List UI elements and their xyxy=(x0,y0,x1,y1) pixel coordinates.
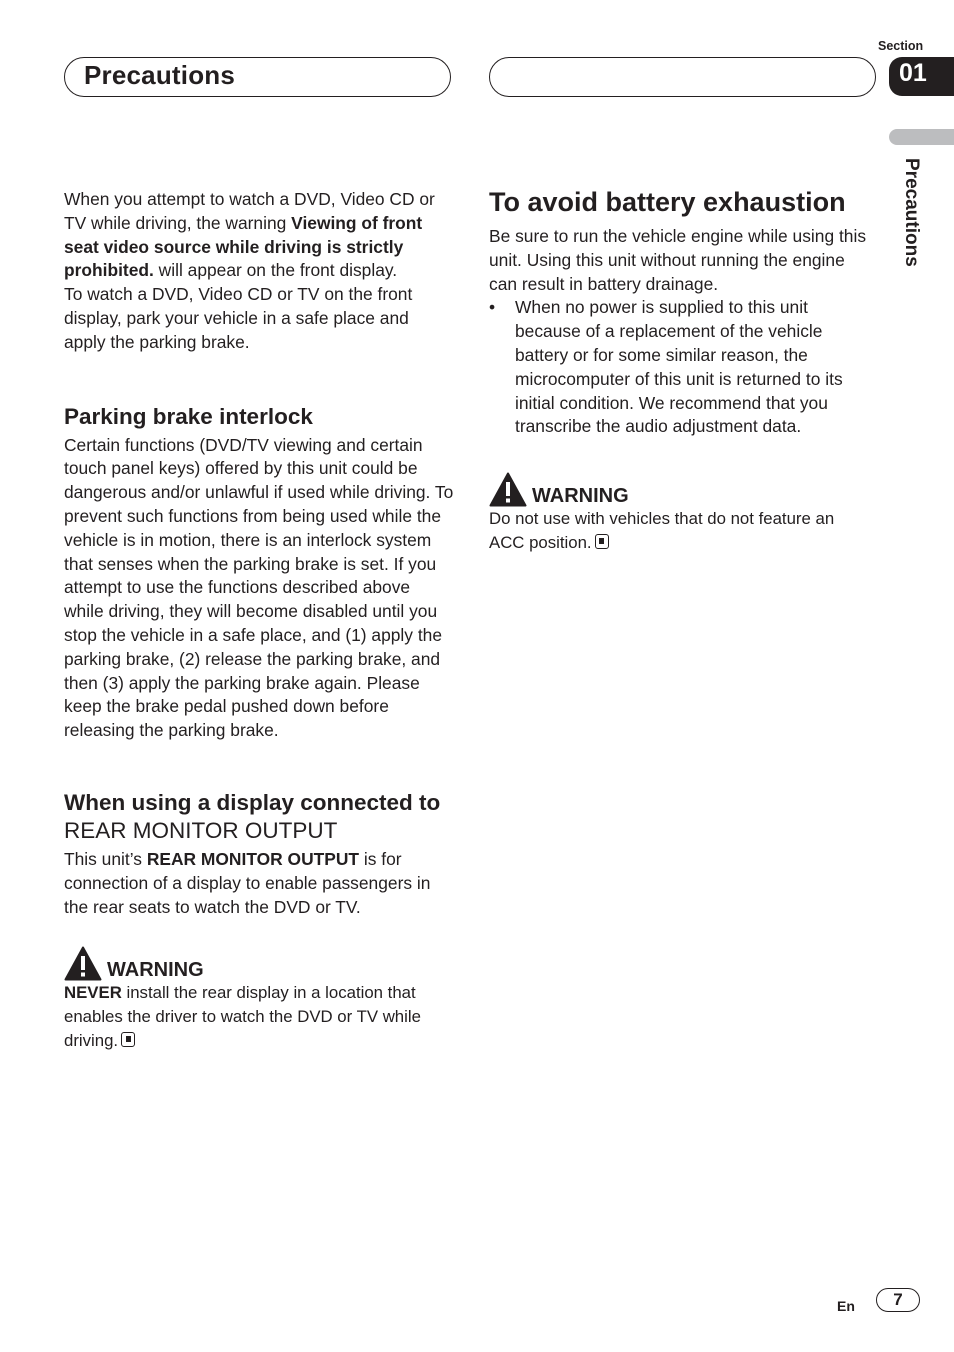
warning-triangle-icon xyxy=(64,946,102,981)
intro-paragraph-2: To watch a DVD, Video CD or TV on the front display, park your vehicle in a safe place and apply the parking brake. xyxy=(64,284,413,352)
battery-heading: To avoid battery exhaustion xyxy=(489,187,846,217)
page-title: Precautions xyxy=(84,60,236,90)
left-column xyxy=(64,188,454,1053)
parking-brake-heading: Parking brake interlock xyxy=(64,403,313,429)
rear-warning-header xyxy=(64,945,454,981)
section-number-tab: 01 xyxy=(889,57,954,96)
parking-brake-body: Certain functions (DVD/TV viewing and certain touch panel keys) offered by this unit could be dangerous and/or unlawful if used while driving. To prevent such functions from being used while the vehicle is in motion, there is an interlock system that senses when the parking brake is set. If you attempt to use the functions described above while driving, they will become disabled until you stop the vehicle in a safe place, and (1) apply the parking brake, (2) release the parking brake, and then (3) apply the parking brake again. Please keep the brake pedal pushed down before releasing the parking brake. xyxy=(64,434,454,741)
rear-monitor-body: This unit’s REAR MONITOR OUTPUT is for connection of a display to enable passengers in the rear seats to watch the DVD or TV. xyxy=(64,848,431,917)
rear-monitor-heading: When using a display connected to REAR MONITOR OUTPUT xyxy=(64,789,441,843)
warning-label: WARNING xyxy=(532,485,629,508)
bullet-mark: • xyxy=(489,297,496,318)
battery-body: Be sure to run the vehicle engine while using this unit. Using this unit without running the engine can result in battery drainage. xyxy=(489,226,867,294)
right-column xyxy=(489,186,869,555)
list-item: • When no power is supplied to this unit because of a replacement of the vehicle battery or for some similar reason, the microcomputer of this unit is returned to its initial condition. We recommend that you transcribe the audio adjustment data. xyxy=(489,297,843,437)
chapter-index-tab xyxy=(889,129,954,145)
page-number: 7 xyxy=(876,1288,920,1312)
section-label: Section xyxy=(878,39,924,53)
battery-warning-header xyxy=(489,471,869,507)
warning-label: WARNING xyxy=(107,959,204,982)
header-empty-frame xyxy=(489,57,876,97)
intro-paragraph-1: When you attempt to watch a DVD, Video CD or TV while driving, the warning Viewing of front seat video source while driving is strictly prohibited. will appear on the front display. xyxy=(64,189,435,281)
warning-triangle-icon xyxy=(489,472,527,507)
language-label: En xyxy=(837,1298,855,1314)
side-chapter-label: Precautions xyxy=(901,158,922,267)
end-of-section-icon xyxy=(121,1032,135,1047)
battery-warning-text: Do not use with vehicles that do not feature an ACC position. xyxy=(489,509,835,552)
end-of-section-icon xyxy=(595,534,609,549)
warning-message-text: Viewing of front seat video source while driving is strictly prohibited. xyxy=(64,212,423,281)
rear-warning-text: NEVER install the rear display in a location that enables the driver to watch the DVD or TV while driving. xyxy=(64,983,421,1050)
